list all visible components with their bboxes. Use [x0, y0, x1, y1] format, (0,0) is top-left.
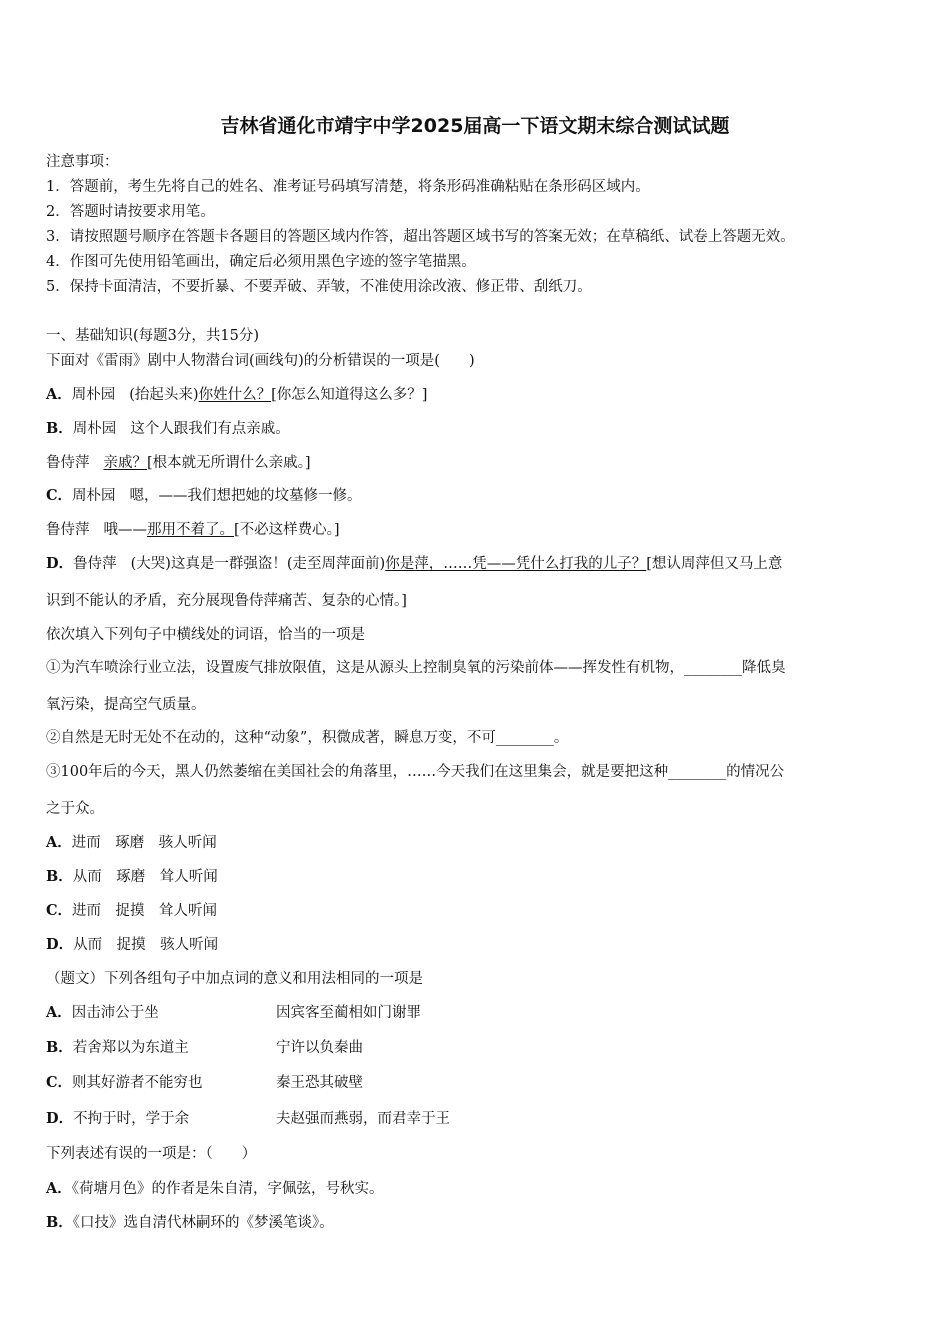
option-b	[46, 1214, 334, 1232]
option-a	[46, 386, 427, 404]
option-label: B．	[46, 1039, 73, 1056]
option-text: 从而 琢磨 耸人听闻	[72, 869, 218, 885]
option-b	[46, 1039, 906, 1057]
subtext-note: [不必这样费心。]	[234, 522, 340, 538]
notice-item: 3．请按照题号顺序在答题卡各题目的答题区域内作答，超出答题区域书写的答案无效；在草稿纸、试卷上答题无效。	[46, 229, 795, 245]
option-text: 《荷塘月色》的作者是朱自清，字佩弦，号秋实。	[71, 1181, 384, 1197]
notice-item: 2．答题时请按要求用笔。	[46, 204, 215, 220]
dialogue: 这个人跟我们有点亲戚。	[130, 421, 290, 437]
speaker: 鲁侍萍	[46, 522, 90, 538]
option-c	[46, 902, 217, 920]
option-c-reply	[46, 521, 340, 539]
question-stem: 依次填入下列句子中横线处的词语，恰当的一项是	[46, 627, 365, 643]
option-label: A．	[46, 1180, 72, 1197]
sentence-3: ③100年后的今天，黑人仍然萎缩在美国社会的角落里，……今天我们在这里集会，就是要把这种________的情况公	[46, 764, 785, 780]
notice-heading: 注意事项：	[46, 154, 119, 170]
option-text: 从而 捉摸 骇人听闻	[73, 937, 219, 953]
subtext-note: [想认周萍但又马上意	[646, 556, 783, 572]
option-left-sentence: 不拘于时，学于余	[73, 1111, 190, 1127]
speaker: 鲁侍萍	[73, 556, 117, 572]
speaker: 周朴园	[71, 387, 116, 403]
option-b	[46, 420, 290, 438]
sentence-1: ①为汽车喷涂行业立法，设置废气排放限值，这是从源头上控制臭氧的污染前体——挥发性有机物，________降低臭	[46, 660, 786, 676]
stage-direction: (大哭)这真是一群强盗！(走至周萍面前)	[130, 556, 386, 572]
subtext-note: [根本就无所谓什么亲戚。]	[147, 455, 311, 471]
question-stem: 下列表述有误的一项是：（ ）	[46, 1146, 257, 1162]
notice-item: 4．作图可先使用铅笔画出，确定后必须用黑色字迹的签字笔描黑。	[46, 254, 476, 270]
sentence-1-continued: 氧污染，提高空气质量。	[46, 697, 206, 713]
question-stem: 下面对《雷雨》剧中人物潜台词(画线句)的分析错误的一项是( )	[46, 353, 475, 369]
option-right-sentence: 因宾客至蔺相如门谢罪	[276, 1005, 421, 1021]
stage-direction: (抬起头来)	[129, 387, 199, 403]
dialogue: 哦——	[103, 522, 147, 538]
sentence-2: ②自然是无时无处不在动的，这种“动象”，积微成著，瞬息万变，不可________。	[46, 730, 569, 746]
speaker: 周朴园	[72, 421, 117, 437]
option-c	[46, 487, 362, 505]
underlined-line: 你是萍，……凭——凭什么打我的儿子？	[385, 556, 647, 572]
option-text: 《口技》选自清代林嗣环的《梦溪笔谈》。	[72, 1215, 334, 1231]
option-label: C．	[46, 487, 73, 504]
dialogue: 嗯，——我们想把她的坟墓修一修。	[129, 488, 362, 504]
option-label: A．	[46, 834, 72, 851]
option-text: 进而 捉摸 耸人听闻	[72, 903, 218, 919]
speaker: 周朴园	[72, 488, 116, 504]
notice-item: 5．保持卡面清洁，不要折暴、不要弄破、弄皱，不准使用涂改液、修正带、刮纸刀。	[46, 279, 592, 295]
option-b	[46, 868, 218, 886]
option-b-reply	[46, 454, 311, 472]
sentence-3-continued: 之于众。	[46, 801, 104, 817]
speaker: 鲁侍萍	[46, 455, 90, 471]
underlined-line: 那用不着了。	[147, 522, 234, 538]
option-left-sentence: 因击沛公于坐	[71, 1005, 159, 1021]
subtext-note: [你怎么知道得这么多？]	[271, 387, 428, 403]
option-label: B．	[46, 868, 73, 885]
option-text: 进而 琢磨 骇人听闻	[71, 835, 217, 851]
option-c	[46, 1074, 906, 1092]
option-right-sentence: 秦王恐其破壁	[276, 1075, 363, 1091]
option-label: D．	[46, 1110, 74, 1127]
option-label: C．	[46, 1074, 73, 1091]
option-right-sentence: 夫赵强而燕弱，而君幸于王	[276, 1111, 450, 1127]
option-label: C．	[46, 902, 73, 919]
option-label: D．	[46, 936, 74, 953]
option-left-sentence: 则其好游者不能穷也	[72, 1075, 203, 1091]
option-label: B．	[46, 1214, 73, 1231]
option-label: A．	[46, 386, 72, 403]
option-d	[46, 936, 218, 954]
underlined-line: 亲戚？	[103, 455, 147, 471]
option-label: A．	[46, 1004, 72, 1021]
notice-item: 1．答题前，考生先将自己的姓名、准考证号码填写清楚，将条形码准确粘贴在条形码区域内。	[46, 179, 650, 195]
page-title: 吉林省通化市靖宇中学2025届高一下语文期末综合测试试题	[220, 115, 730, 137]
option-label: D．	[46, 555, 74, 572]
option-a	[46, 834, 217, 852]
option-d-continued: 识到不能认的矛盾，充分展现鲁侍萍痛苦、复杂的心情。]	[46, 593, 407, 609]
section-heading: 一、基础知识(每题3分，共15分)	[46, 328, 259, 344]
question-stem: （题文）下列各组句子中加点词的意义和用法相同的一项是	[46, 971, 423, 987]
option-right-sentence: 宁许以负秦曲	[276, 1040, 363, 1056]
option-a	[46, 1004, 906, 1022]
option-label: B．	[46, 420, 73, 437]
option-d	[46, 555, 782, 573]
option-d	[46, 1110, 906, 1128]
option-a	[46, 1180, 384, 1198]
underlined-line: 你姓什么？	[198, 387, 272, 403]
option-left-sentence: 若舍郑以为东道主	[72, 1040, 189, 1056]
